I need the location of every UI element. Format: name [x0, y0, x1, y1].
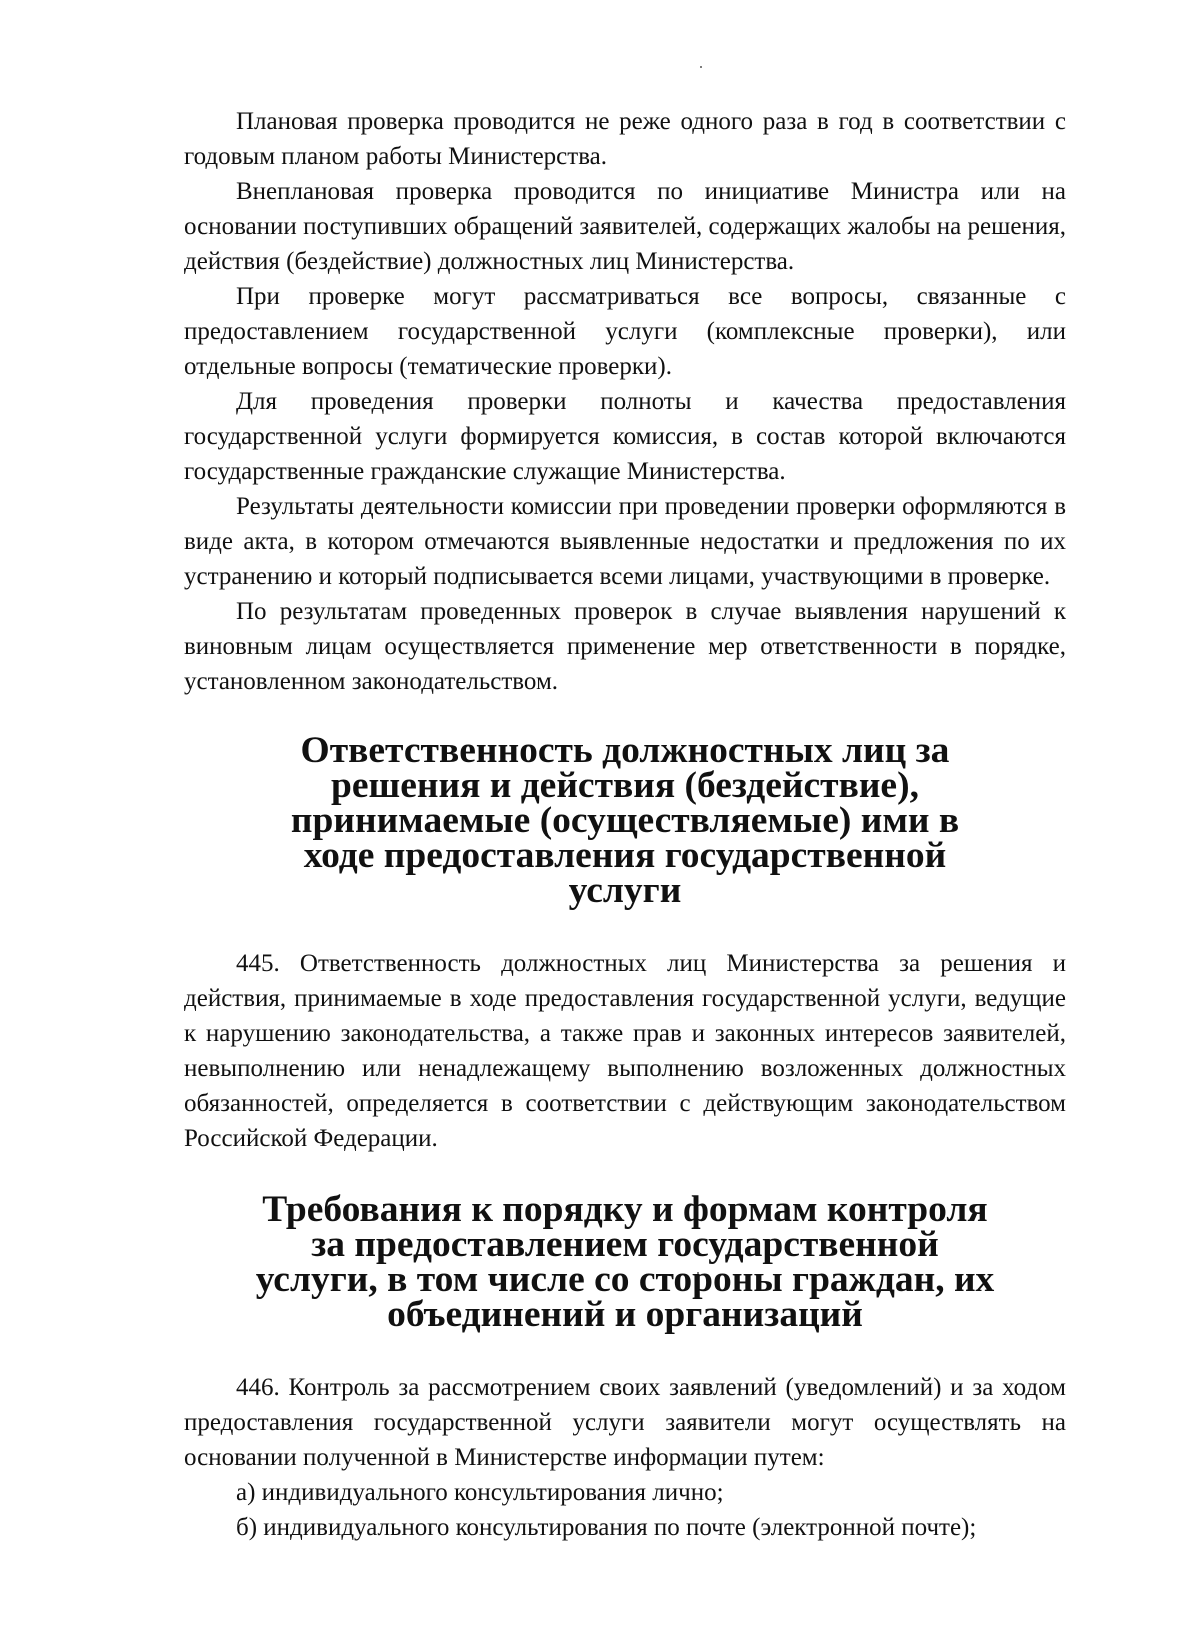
paragraph-liability-measures: По результатам проведенных проверок в случае выявления нарушений к виновным лицам осуществляется применение мер ответственности в порядке, установленном законодательством.: [184, 598, 1066, 695]
list-item-a: а) индивидуального консультирования лично;: [236, 1479, 724, 1506]
section-heading-responsibility: Ответственность должностных лиц за решения и действия (бездействие), принимаемые (осуществляемые) ими в ходе предоставления государственной услуги: [290, 730, 960, 911]
paragraph-445: 445. Ответственность должностных лиц Министерства за решения и действия, принимаемые в ходе предоставления государственной услуги, ведущие к нарушению законодательства, а также прав и законных интересов заявителей, невыполнению или ненадлежащему выполнению возложенных должностных обязанностей, определяется в соответствии с действующим законодательством Российской Федерации.: [184, 950, 1066, 1152]
paragraph-commission: Для проведения проверки полноты и качества предоставления государственной услуги формируется комиссия, в состав которой включаются государственные гражданские служащие Министерства.: [184, 388, 1066, 485]
scan-speck: [700, 66, 702, 68]
list-item-b: б) индивидуального консультирования по почте (электронной почте);: [236, 1514, 977, 1541]
paragraph-commission-results: Результаты деятельности комиссии при проведении проверки оформляются в виде акта, в котором отмечаются выявленные недостатки и предложения по их устранению и который подписывается всеми лицами, участвующими в проверке.: [184, 493, 1066, 590]
document-page: [184, 104, 1066, 1545]
paragraph-unplanned-inspection: Внеплановая проверка проводится по инициативе Министра или на основании поступивших обращений заявителей, содержащих жалобы на решения, действия (бездействие) должностных лиц Министерства.: [184, 178, 1066, 275]
paragraph-inspection-scope: При проверке могут рассматриваться все вопросы, связанные с предоставлением государственной услуги (комплексные проверки), или отдельные вопросы (тематические проверки).: [184, 283, 1066, 380]
section-heading-control-requirements: Требования к порядку и формам контроля за предоставлением государственной услуги, в том числе со стороны граждан, их объединений и организаций: [255, 1189, 995, 1335]
paragraph-446: 446. Контроль за рассмотрением своих заявлений (уведомлений) и за ходом предоставления государственной услуги заявители могут осуществлять на основании полученной в Министерстве информации путем:: [184, 1374, 1066, 1471]
paragraph-planned-inspection: Плановая проверка проводится не реже одного раза в год в соответствии с годовым планом работы Министерства.: [184, 108, 1066, 170]
